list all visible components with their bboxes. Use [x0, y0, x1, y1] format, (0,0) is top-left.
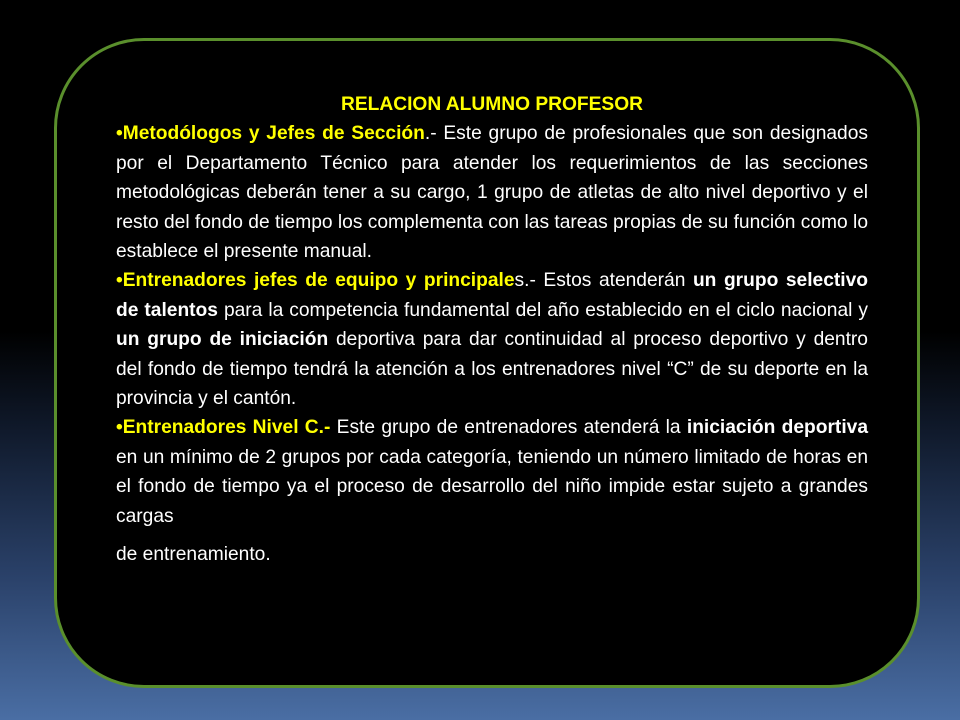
paragraph-emphasis: un grupo de iniciación: [116, 329, 329, 351]
paragraph-emphasis: iniciación deportiva: [686, 417, 868, 439]
slide-content: [116, 90, 868, 570]
paragraph-text: de entrenamiento.: [116, 544, 271, 566]
paragraph-text: en un mínimo de 2 grupos por cada categoría, teniendo un número limitado de horas en el fondo de tiempo ya el proceso de desarrollo del niño impide estar sujeto a grandes cargas: [116, 446, 868, 527]
paragraph-entrenadores-nivel-c: [116, 413, 868, 569]
paragraph-emphasis: un grupo selectivo de talentos: [116, 270, 868, 321]
paragraph-metodologos: [116, 119, 868, 266]
paragraph-text: .- Este grupo de profesionales que son designados por el Departamento Técnico para atender los requerimientos de las secciones metodológicas deberán tener a su cargo, 1 grupo de atletas de alto nivel deportivo y el resto del fondo de tiempo los complementa con las tareas propias de su función como lo establece el presente manual.: [116, 123, 868, 263]
paragraph-text: para la competencia fundamental del año establecido en el ciclo nacional y: [217, 299, 868, 321]
paragraph-text: s.- Estos atenderán: [514, 270, 693, 292]
paragraph-lead: •Metodólogos y Jefes de Sección: [116, 123, 425, 145]
paragraph-text: Este grupo de entrenadores atenderá la: [330, 417, 687, 439]
paragraph-lead: •Entrenadores Nivel C.-: [116, 417, 331, 439]
paragraph-text: deportiva para dar continuidad al proceso deportivo y dentro del fondo de tiempo tendrá la atención a los entrenadores nivel “C” de su deporte en la provincia y el cantón.: [116, 329, 868, 410]
slide-title: RELACION ALUMNO PROFESOR: [340, 94, 644, 115]
paragraph-lead: •Entrenadores jefes de equipo y principale: [116, 270, 515, 292]
paragraph-entrenadores-jefes: [116, 266, 868, 413]
